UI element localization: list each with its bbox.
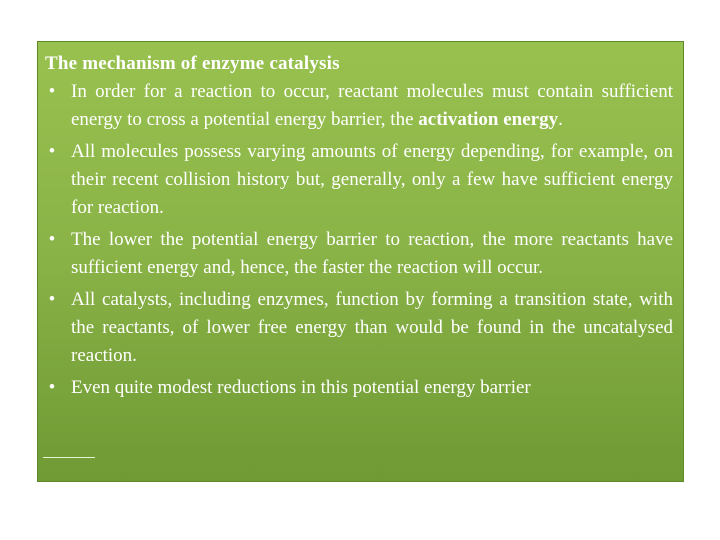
divider-line xyxy=(43,457,95,458)
bullet-text-after: . xyxy=(558,109,563,130)
bullet-text: The lower the potential energy barrier to reaction, the more reactants have sufficient energy and, hence, the faster the reaction will occur. xyxy=(71,229,673,278)
bullet-item xyxy=(45,78,673,134)
bullet-text: All catalysts, including enzymes, function by forming a transition state, with the reactants, of lower free energy than would be found in the uncatalysed reaction. xyxy=(71,289,673,366)
content-panel xyxy=(37,41,684,482)
bullet-icon: • xyxy=(48,229,56,250)
bullet-icon: • xyxy=(48,377,56,398)
bullet-icon: • xyxy=(48,289,56,310)
bullet-item xyxy=(45,226,673,282)
slide-content xyxy=(45,50,673,402)
bullet-emphasis: activation energy xyxy=(418,109,559,130)
bullet-icon: • xyxy=(48,81,56,102)
bullet-text: Even quite modest reductions in this potential energy barrier xyxy=(71,377,531,398)
bullet-list xyxy=(45,78,673,402)
bullet-item xyxy=(45,374,673,402)
slide-heading: The mechanism of enzyme catalysis xyxy=(45,53,340,74)
bullet-text: In order for a reaction to occur, reactant molecules must contain sufficient energy to cross a potential energy barrier, the xyxy=(71,81,673,130)
bullet-text: All molecules possess varying amounts of energy depending, for example, on their recent collision history but, generally, only a few have sufficient energy for reaction. xyxy=(71,141,673,218)
bullet-item xyxy=(45,286,673,370)
bullet-item xyxy=(45,138,673,222)
bullet-icon: • xyxy=(48,141,56,162)
